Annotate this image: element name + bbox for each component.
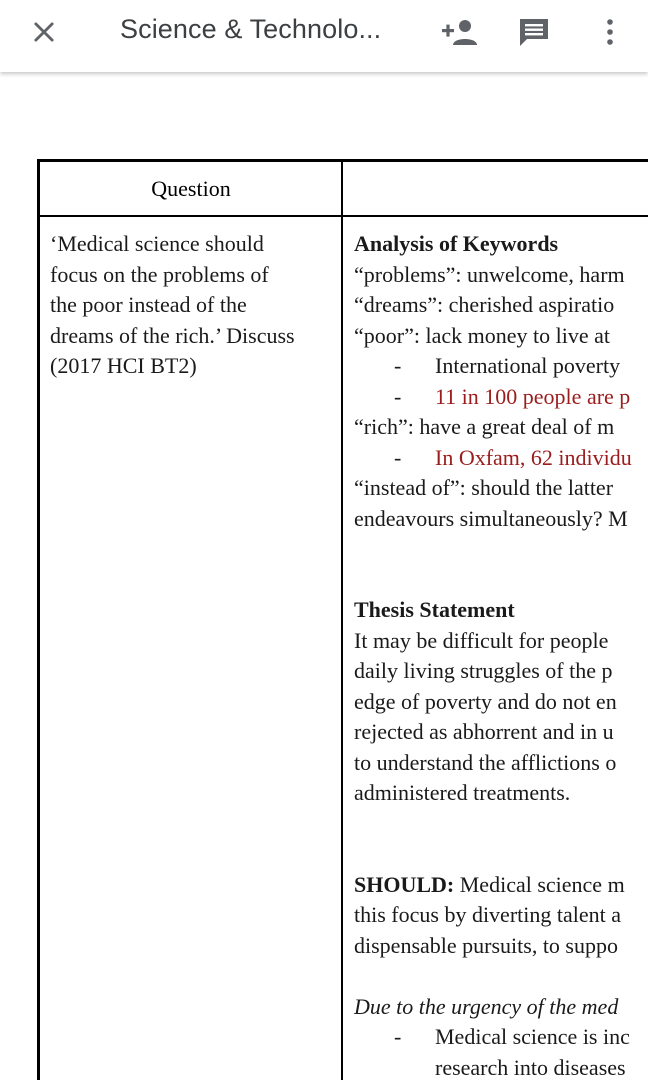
essay-table [37,159,648,1080]
bullet-item [354,1022,648,1053]
keyword-line: “rich”: have a great deal of m [354,414,615,439]
should-line: this focus by diverting talent a [354,902,621,927]
bullet-dash: - [394,444,402,470]
bullet-text: Medical science is inc [435,1024,630,1049]
comment-button[interactable] [506,8,562,56]
urgency-line: Due to the urgency of the med [354,993,619,1019]
add-person-icon [440,17,478,47]
question-line: (2017 HCI BT2) [50,353,197,378]
bullet-dash: - [394,383,402,409]
spacer [354,534,648,595]
bullet-item [354,351,648,382]
keyword-line: “problems”: unwelcome, harm [354,261,625,287]
keyword-line: “instead of”: should the latter [354,475,614,500]
question-line: ‘Medical science should [50,231,264,256]
question-line: the poor instead of the [50,292,247,317]
question-line: focus on the problems of [50,261,269,287]
close-button[interactable] [16,8,72,56]
keyword-line: “dreams”: cherished aspiratio [354,292,615,317]
thesis-heading: Thesis Statement [354,597,515,622]
should-text: Medical science m [454,871,625,897]
should-line: dispensable pursuits, to suppo [354,932,618,958]
table-border-left [37,159,40,1080]
bullet-dash: - [394,1024,402,1049]
thesis-line: rejected as abhorrent and in u [354,719,614,744]
document-title: Science & Technolo... [120,14,382,44]
bullet-continuation: research into diseases [435,1054,626,1080]
bullet-text-highlight: In Oxfam, 62 individu [435,444,632,470]
keywords-heading: Analysis of Keywords [354,231,559,256]
should-line [354,870,648,901]
answer-cell[interactable] [354,229,648,1080]
bullet-text: International poverty [435,353,621,378]
thesis-line: to understand the afflictions o [354,749,617,775]
comment-icon [517,15,551,49]
document-canvas[interactable] [0,72,648,1080]
spacer [354,809,648,870]
thesis-line: administered treatments. [354,780,571,805]
question-line: dreams of the rich.’ Discuss [50,322,295,348]
thesis-line: It may be difficult for people [354,627,609,653]
bullet-text-highlight: 11 in 100 people are p [435,383,631,409]
should-label: SHOULD: [354,871,455,897]
more-options-button[interactable] [582,8,638,56]
question-cell[interactable] [50,229,342,382]
close-icon [30,18,58,46]
keyword-line: “poor”: lack money to live at [354,322,610,348]
share-button[interactable] [431,8,487,56]
more-vert-icon [604,17,616,47]
question-header: Question [151,176,231,201]
app-bar [0,0,648,72]
bullet-item [354,443,648,474]
keyword-line: endeavours simultaneously? M [354,505,628,531]
thesis-line: daily living struggles of the p [354,658,613,683]
bullet-dash: - [394,353,402,378]
spacer [354,961,648,992]
thesis-line: edge of poverty and do not en [354,688,617,714]
bullet-item [354,382,648,413]
